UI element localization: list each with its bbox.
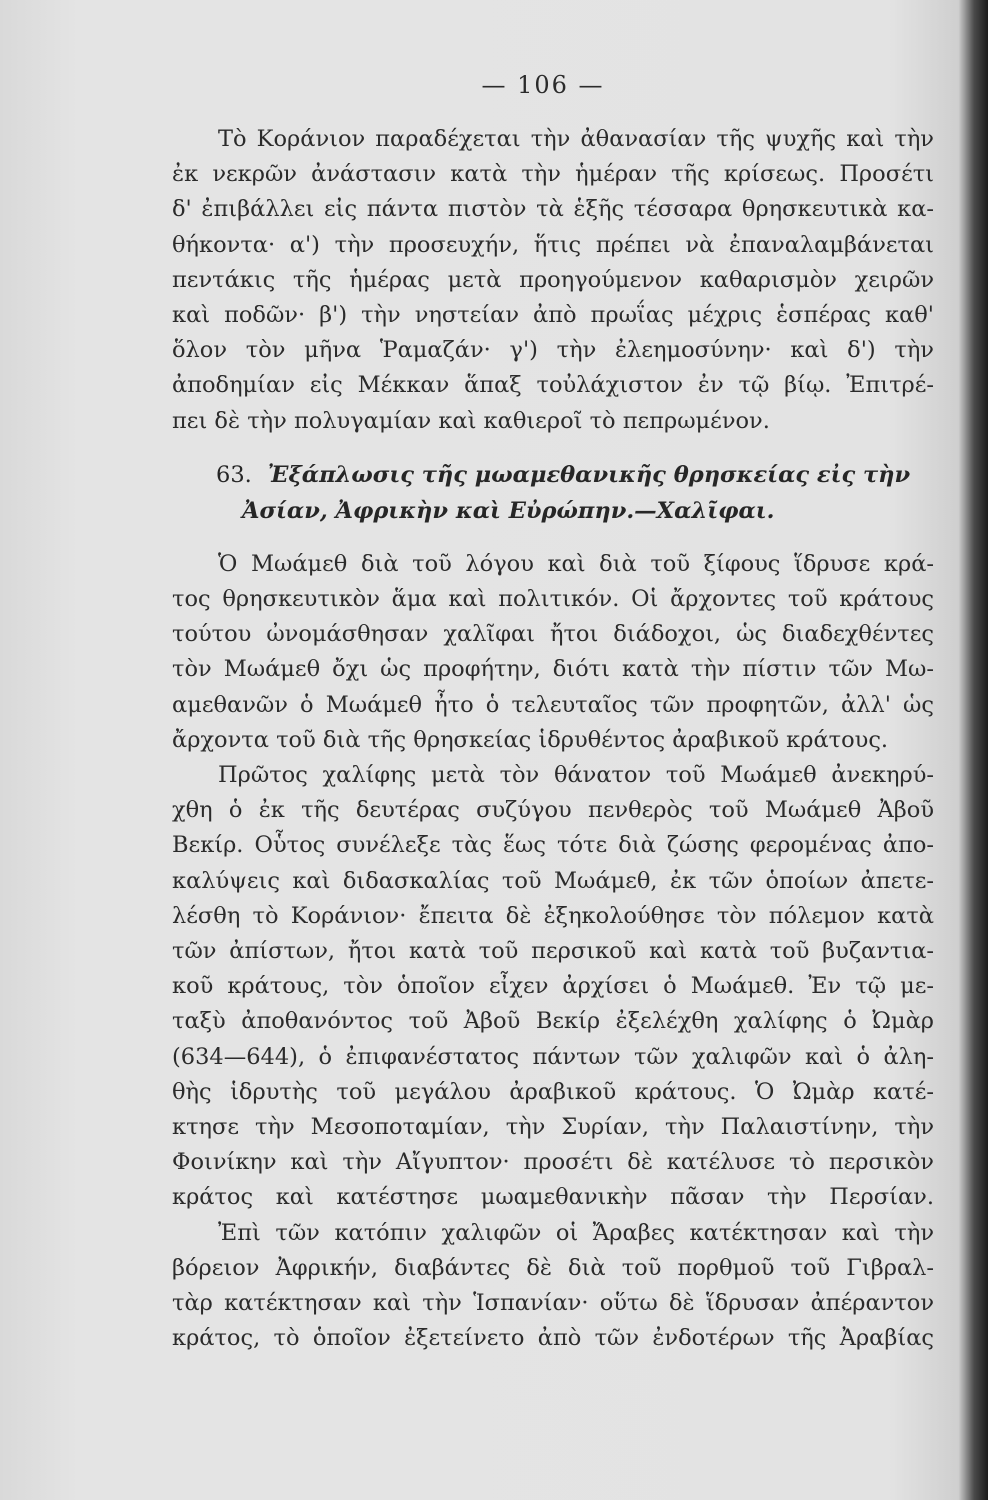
- text-line: δ' ἐπιβάλλει εἰς πάντα πιστὸν τὰ ἑξῆς τέσσαρα θρησκευτικὰ κα-: [172, 196, 934, 223]
- text-line: τούτου ὠνομάσθησαν χαλῖφαι ἤτοι διάδοχοι, ὡς διαδεχθέντες: [172, 621, 934, 648]
- section-heading: [172, 457, 934, 529]
- text-line: Ἐπὶ τῶν κατόπιν χαλιφῶν οἱ Ἄραβες κατέκτησαν καὶ τὴν: [218, 1219, 934, 1246]
- text-line: θήκοντα· α') τὴν προσευχήν, ἥτις πρέπει νὰ ἐπαναλαμβάνεται: [172, 231, 934, 258]
- text-line: λέσθη τὸ Κοράνιον· ἔπειτα δὲ ἐξηκολούθησε τὸν πόλεμον κατὰ: [172, 902, 934, 929]
- page-content: [172, 62, 934, 1357]
- text-line: τὰρ κατέκτησαν καὶ τὴν Ἱσπανίαν· οὕτω δὲ ἵδρυσαν ἀπέραντον: [172, 1290, 934, 1317]
- text-line: τὸν Μωάμεθ ὄχι ὡς προφήτην, διότι κατὰ τὴν πίστιν τῶν Μω-: [172, 656, 934, 683]
- text-line: τῶν ἀπίστων, ἤτοι κατὰ τοῦ περσικοῦ καὶ κατὰ τοῦ βυζαντια-: [172, 938, 934, 965]
- text-line: αμεθανῶν ὁ Μωάμεθ ἦτο ὁ τελευταῖος τῶν προφητῶν, ἀλλ' ὡς: [172, 691, 934, 718]
- page-number: — 106 —: [481, 71, 605, 99]
- paragraph-later-conquests: [172, 1216, 934, 1357]
- text-line: ἀποδημίαν εἰς Μέκκαν ἅπαξ τοὐλάχιστον ἐν τῷ βίῳ. Ἐπιτρέ-: [172, 372, 934, 399]
- text-line: Ὁ Μωάμεθ διὰ τοῦ λόγου καὶ διὰ τοῦ ξίφους ἵδρυσε κρά-: [218, 550, 934, 577]
- text-line: ἐκ νεκρῶν ἀνάστασιν κατὰ τὴν ἡμέραν τῆς κρίσεως. Προσέτι: [172, 161, 934, 188]
- text-line: κράτος, τὸ ὁποῖον ἐξετείνετο ἀπὸ τῶν ἐνδοτέρων τῆς Ἀραβίας: [172, 1325, 934, 1352]
- text-line: ὅλον τὸν μῆνα Ῥαμαζάν· γ') τὴν ἐλεημοσύνην· καὶ δ') τὴν: [172, 337, 934, 364]
- text-line: θὴς ἱδρυτὴς τοῦ μεγάλου ἀραβικοῦ κράτους. Ὁ Ὠμὰρ κατέ-: [172, 1078, 934, 1105]
- section-heading-line-1: [172, 457, 934, 493]
- section-title-part-1: Ἐξάπλωσις τῆς μωαμεθανικῆς θρησκείας εἰς τὴν: [267, 461, 911, 488]
- text-line: χθη ὁ ἐκ τῆς δευτέρας συζύγου πενθερὸς τοῦ Μωάμεθ Ἀβοῦ: [172, 797, 934, 824]
- text-line: (634—644), ὁ ἐπιφανέστατος πάντων τῶν χαλιφῶν καὶ ὁ ἀλη-: [172, 1043, 934, 1070]
- paragraph-first-caliphs: [172, 758, 934, 1216]
- text-line: κτησε τὴν Μεσοποταμίαν, τὴν Συρίαν, τὴν Παλαιστίνην, τὴν: [172, 1114, 934, 1141]
- text-line: κράτος καὶ κατέστησε μωαμεθανικὴν πᾶσαν τὴν Περσίαν.: [172, 1184, 934, 1211]
- text-line: πει δὲ τὴν πολυγαμίαν καὶ καθιεροῖ τὸ πεπρωμένον.: [172, 407, 770, 434]
- text-line: κοῦ κράτους, τὸν ὁποῖον εἶχεν ἀρχίσει ὁ Μωάμεθ. Ἐν τῷ με-: [172, 973, 934, 1000]
- paragraph-caliphate: [172, 547, 934, 758]
- text-line: ἄρχοντα τοῦ διὰ τῆς θρησκείας ἱδρυθέντος ἀραβικοῦ κράτους.: [172, 726, 889, 753]
- text-line: καλύψεις καὶ διδασκαλίας τοῦ Μωάμεθ, ἐκ τῶν ὁποίων ἀπετε-: [172, 867, 934, 894]
- text-line: ταξὺ ἀποθανόντος τοῦ Ἀβοῦ Βεκίρ ἐξελέχθη χαλίφης ὁ Ὠμὰρ: [172, 1008, 934, 1035]
- text-line: Βεκίρ. Οὗτος συνέλεξε τὰς ἕως τότε διὰ ζώσης φερομένας ἀπο-: [172, 832, 934, 859]
- text-line: Πρῶτος χαλίφης μετὰ τὸν θάνατον τοῦ Μωάμεθ ἀνεκηρύ-: [218, 762, 934, 789]
- text-line: τος θρησκευτικὸν ἅμα καὶ πολιτικόν. Οἱ ἄρχοντες τοῦ κράτους: [172, 586, 934, 613]
- text-line: καὶ ποδῶν· β') τὴν νηστείαν ἀπὸ πρωΐας μέχρις ἑσπέρας καθ': [172, 302, 934, 329]
- text-line: βόρειον Ἀφρικήν, διαβάντες δὲ διὰ τοῦ πορθμοῦ τοῦ Γιβραλ-: [172, 1254, 934, 1281]
- section-number: 63.: [216, 461, 252, 488]
- text-line: Τὸ Κοράνιον παραδέχεται τὴν ἀθανασίαν τῆς ψυχῆς καὶ τὴν: [218, 126, 934, 152]
- paragraph-koran: [172, 122, 934, 439]
- section-title-part-2: Ἀσίαν, Ἀφρικὴν καὶ Εὐρώπην.—Χαλῖφαι.: [242, 497, 775, 524]
- text-line: Φοινίκην καὶ τὴν Αἴγυπτον· προσέτι δὲ κατέλυσε τὸ περσικὸν: [172, 1149, 934, 1176]
- text-line: πεντάκις τῆς ἡμέρας μετὰ προηγούμενον καθαρισμὸν χειρῶν: [172, 266, 934, 293]
